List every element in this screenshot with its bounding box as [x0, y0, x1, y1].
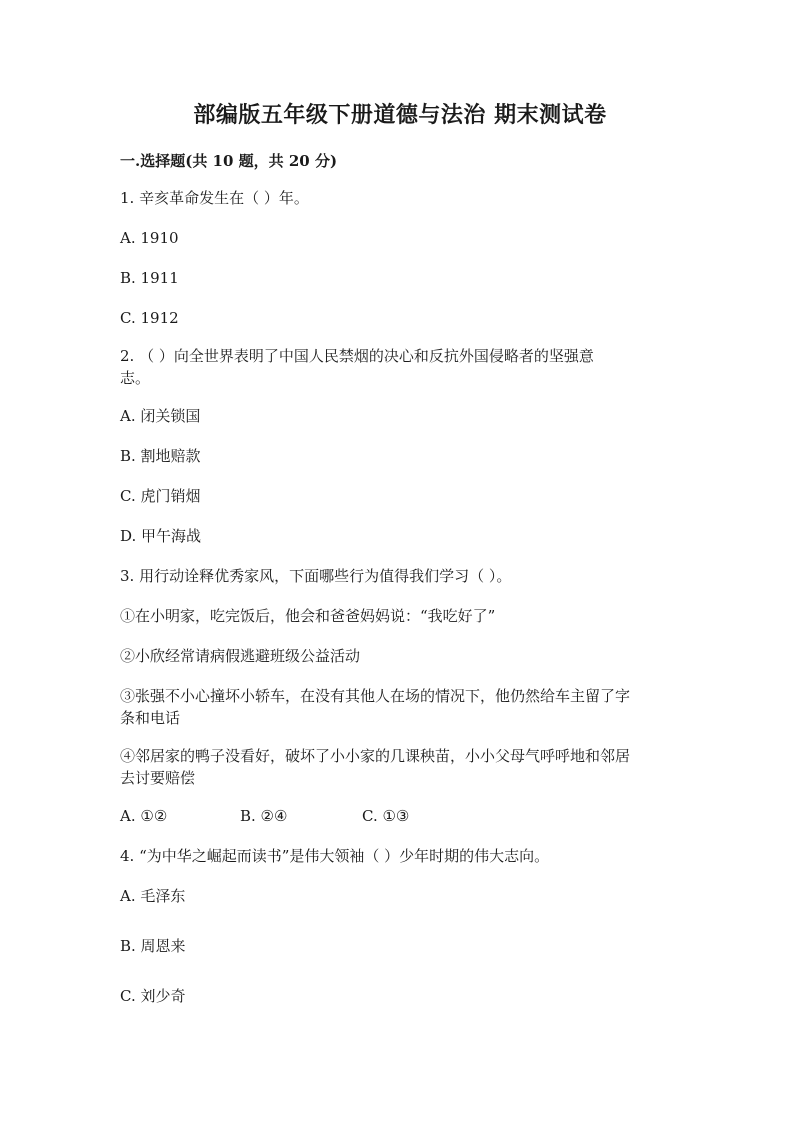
question-2-option-c: C. 虎门销烟 [120, 487, 201, 505]
question-3-item-3-line2: 条和电话 [120, 709, 181, 727]
page-title: 部编版五年级下册道德与法治 期末测试卷 [193, 102, 607, 128]
question-3-stem: 3. 用行动诠释优秀家风，下面哪些行为值得我们学习（ ）。 [120, 567, 512, 585]
question-2-option-a: A. 闭关锁国 [120, 407, 201, 425]
question-2-option-d: D. 甲午海战 [120, 527, 202, 545]
question-1-option-a: A. 1910 [120, 229, 179, 247]
question-4-option-a: A. 毛泽东 [120, 887, 186, 905]
question-2-option-b: B. 割地赔款 [120, 447, 201, 465]
question-2-stem-line2: 志。 [120, 369, 151, 387]
question-3-options [120, 805, 409, 827]
question-3-item-2: ②小欣经常请病假逃避班级公益活动 [120, 647, 361, 665]
section-heading: 一.选择题(共 10 题，共 20 分) [120, 152, 338, 170]
question-1-option-c: C. 1912 [120, 309, 179, 327]
question-3-option-b: B. ②④ [240, 807, 288, 825]
question-3-item-4-line1: ④邻居家的鸭子没看好，破坏了小小家的几课秧苗，小小父母气呼呼地和邻居 [120, 747, 631, 765]
question-3-item-1: ①在小明家，吃完饭后，他会和爸爸妈妈说：“我吃好了” [120, 607, 496, 625]
question-2-stem-line1: 2. （ ）向全世界表明了中国人民禁烟的决心和反抗外国侵略者的坚强意 [120, 347, 594, 365]
question-1-option-b: B. 1911 [120, 269, 179, 287]
question-4-stem: 4. “为中华之崛起而读书”是伟大领袖（ ）少年时期的伟大志向。 [120, 847, 550, 865]
question-3-option-c: C. ①③ [362, 807, 410, 825]
question-4-option-c: C. 刘少奇 [120, 987, 186, 1005]
question-1-stem: 1. 辛亥革命发生在（ ）年。 [120, 189, 309, 207]
question-4-option-b: B. 周恩来 [120, 937, 186, 955]
question-3-item-4-line2: 去讨要赔偿 [120, 769, 196, 787]
question-3-item-3-line1: ③张强不小心撞坏小轿车，在没有其他人在场的情况下，他仍然给车主留了字 [120, 687, 631, 705]
question-3-option-a: A. ①② [120, 807, 168, 825]
